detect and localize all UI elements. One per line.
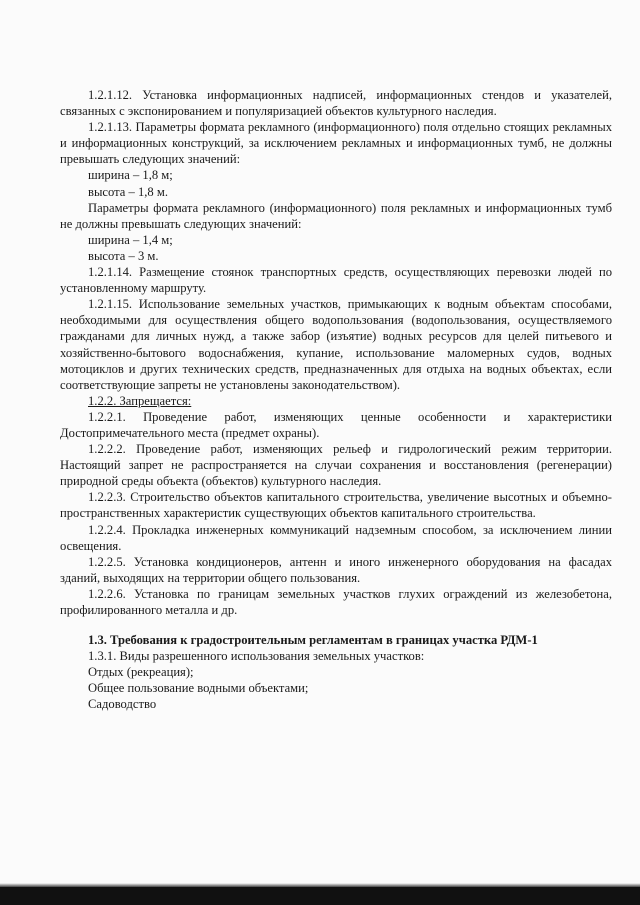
tumb-width-line: ширина – 1,4 м; <box>88 232 173 247</box>
paragraph-1-2-2-3: 1.2.2.3. Строительство объектов капитального строительства, увеличение высотных и объемно-пространственных характеристик существующих объектов капитального строительства. <box>60 490 612 521</box>
list-item: Отдых (рекреация); <box>88 665 194 680</box>
height-limit-line: высота – 1,8 м. <box>88 184 168 199</box>
paragraph-1-2-2-1: 1.2.2.1. Проведение работ, изменяющих ценные особенности и характеристики Достопримечательного места (предмет охраны). <box>60 409 612 440</box>
paragraph-1-2-1-13: 1.2.1.13. Параметры формата рекламного (информационного) поля отдельно стоящих рекламных и информационных конструкций, за исключением рекламных и информационных тумб, не должны превышать следующих значений: <box>60 120 612 167</box>
tumb-height-line: высота – 3 м. <box>88 248 159 263</box>
prohibited-label: 1.2.2. Запрещается: <box>88 393 192 408</box>
paragraph-1-2-2-2: 1.2.2.2. Проведение работ, изменяющих рельеф и гидрологический режим территории. Настоящий запрет не распространяется на случаи сохранения и восстановления (регенерации) природной среды объекта (объектов) культурного наследия. <box>60 442 612 489</box>
document-body <box>60 87 612 713</box>
paragraph-1-2-2-5: 1.2.2.5. Установка кондиционеров, антенн и иного инженерного оборудования на фасадах зданий, выходящих на территории общего пользования. <box>60 554 612 585</box>
tumb-format-paragraph: Параметры формата рекламного (информационного) поля рекламных и информационных тумб не должны превышать следующих значений: <box>60 200 612 231</box>
scan-bottom-border <box>0 887 640 905</box>
section-heading-1-3: 1.3. Требования к градостроительным регламентам в границах участка РДМ-1 <box>88 633 538 648</box>
paragraph-1-2-2-4: 1.2.2.4. Прокладка инженерных коммуникаций надземным способом, за исключением линии освещения. <box>60 522 612 553</box>
paragraph-1-2-1-12: 1.2.1.12. Установка информационных надписей, информационных стендов и указателей, связанных с экспонированием и популяризацией объектов культурного наследия. <box>60 88 612 119</box>
list-item: Общее пользование водными объектами; <box>88 681 309 696</box>
prohibited-subheading <box>60 393 612 409</box>
paragraph-1-2-1-15: 1.2.1.15. Использование земельных участков, примыкающих к водным объектам способами, необходимыми для осуществления общего водопользования (водопользования, осуществляемого гражданами для личных нужд, а также забор (изъятие) водных ресурсов для целей питьевого и хозяйственно-бытового водоснабжения, купание, использование маломерных судов, водных мотоциклов и других технических средств, предназначенных для отдыха на водных объектах, если соответствующие запреты не установлены законодательством). <box>60 297 612 392</box>
list-item: Садоводство <box>88 697 157 712</box>
width-limit-line: ширина – 1,8 м; <box>88 168 173 183</box>
paragraph-1-2-1-14: 1.2.1.14. Размещение стоянок транспортных средств, осуществляющих перевозки людей по установленному маршруту. <box>60 265 612 296</box>
paragraph-1-2-2-6: 1.2.2.6. Установка по границам земельных участков глухих ограждений из железобетона, профилированного металла и др. <box>60 586 612 617</box>
section-subheading-1-3-1: 1.3.1. Виды разрешенного использования земельных участков: <box>88 649 425 664</box>
